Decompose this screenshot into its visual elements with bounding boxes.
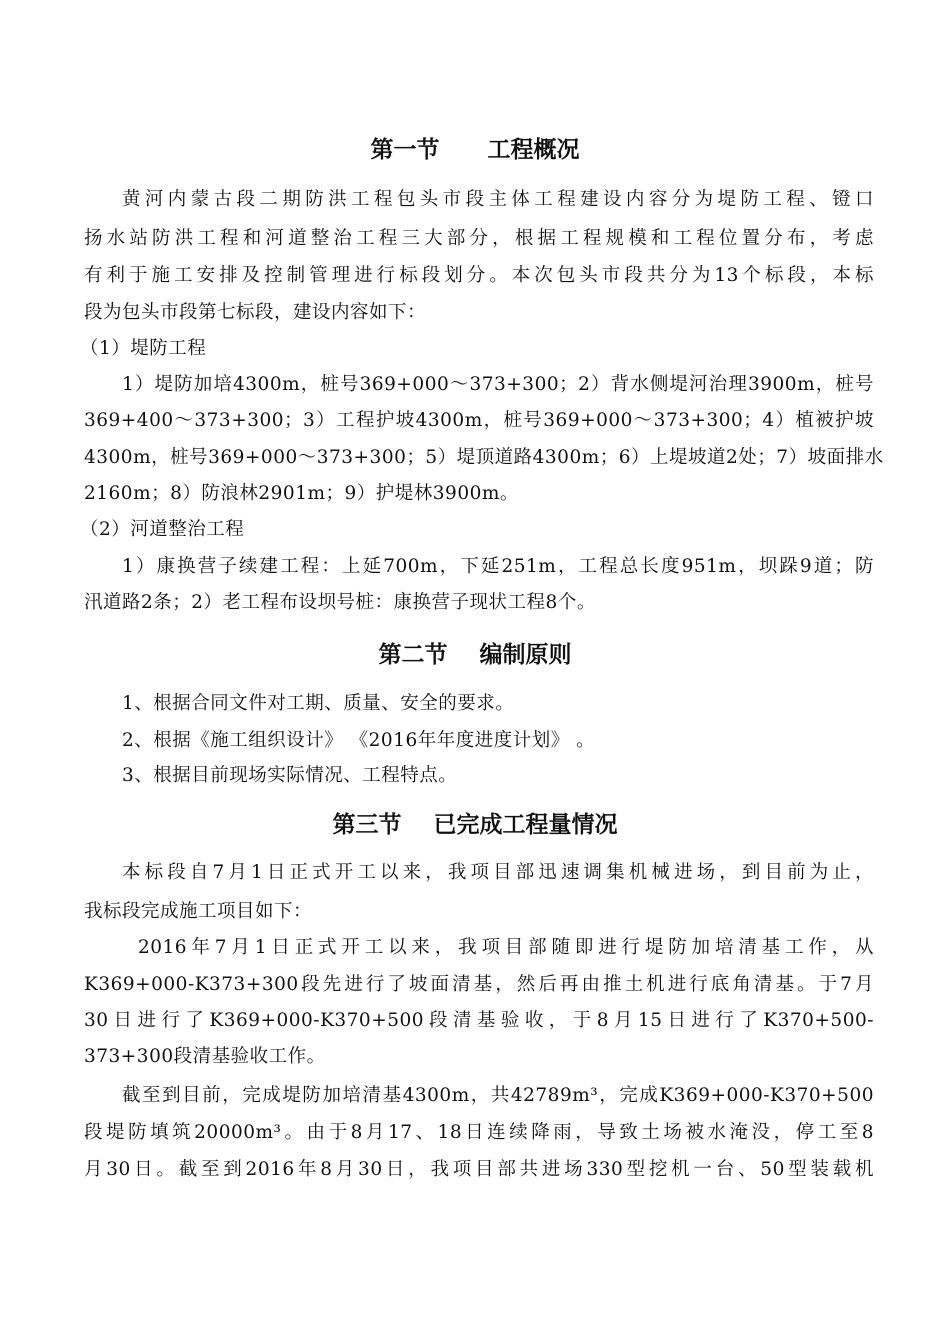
- paragraph-line: 30日进行了K369+000-K370+500段清基验收，于8月15日进行了K370+500-: [84, 1010, 874, 1031]
- paragraph-line: K369+000-K373+300段先进行了坡面清基，然后再由推土机进行底角清基。于7月: [84, 974, 874, 995]
- subheading: （1）堤防工程: [80, 338, 207, 359]
- paragraph-line: 2160m；8）防浪林2901m；9）护堤林3900m。: [84, 483, 519, 504]
- paragraph-line: 汛道路2条；2）老工程布设坝号桩：康换营子现状工程8个。: [84, 592, 596, 613]
- subheading: （2）河道整治工程: [80, 519, 245, 540]
- paragraph-line: 有利于施工安排及控制管理进行标段划分。本次包头市段共分为13个标段，本标: [84, 265, 874, 286]
- section-heading: 第二节 编制原则: [378, 642, 572, 668]
- paragraph-line: 369+400～373+300；3）工程护坡4300m，桩号369+000～373+300；4）植被护坡: [84, 410, 874, 431]
- paragraph-line: 扬水站防洪工程和河道整治工程三大部分，根据工程规模和工程位置分布，考虑: [84, 228, 874, 249]
- paragraph-line: 1）康换营子续建工程：上延700m，下延251m，工程总长度951m，坝跺9道；防: [122, 556, 874, 577]
- paragraph-line: 段为包头市段第七标段，建设内容如下：: [84, 302, 427, 323]
- list-item: 2、根据《施工组织设计》 《2016年年度进度计划》 。: [122, 730, 596, 751]
- list-item: 3、根据目前现场实际情况、工程特点。: [122, 765, 458, 786]
- paragraph-line: 截至到目前，完成堤防加培清基4300m，共42789m³，完成K369+000-K370+500: [122, 1085, 874, 1106]
- paragraph-line: 段堤防填筑20000m³。由于8月17、18日连续降雨，导致土场被水淹没，停工至8: [84, 1122, 874, 1143]
- paragraph-line: 月30日。截至到2016年8月30日，我项目部共进场330型挖机一台、50型装载机: [84, 1159, 874, 1180]
- section-heading: 第一节 工程概况: [370, 137, 580, 163]
- paragraph-line: 黄河内蒙古段二期防洪工程包头市段主体工程建设内容分为堤防工程、镫口: [122, 189, 874, 210]
- paragraph-line: 2016年7月1日正式开工以来，我项目部随即进行堤防加培清基工作，从: [138, 937, 874, 958]
- paragraph-line: 我标段完成施工项目如下：: [84, 901, 313, 922]
- paragraph-line: 373+300段清基验收工作。: [84, 1046, 326, 1067]
- paragraph-line: 1）堤防加培4300m，桩号369+000～373+300；2）背水侧堤河治理3900m，桩号: [122, 374, 874, 395]
- list-item: 1、根据合同文件对工期、质量、安全的要求。: [122, 693, 515, 714]
- paragraph-line: 4300m，桩号369+000～373+300；5）堤顶道路4300m；6）上堤坡道2处；7）坡面排水: [84, 447, 884, 468]
- paragraph-line: 本标段自7月1日正式开工以来，我项目部迅速调集机械进场，到目前为止，: [122, 862, 874, 883]
- section-heading: 第三节 已完成工程量情况: [332, 812, 618, 838]
